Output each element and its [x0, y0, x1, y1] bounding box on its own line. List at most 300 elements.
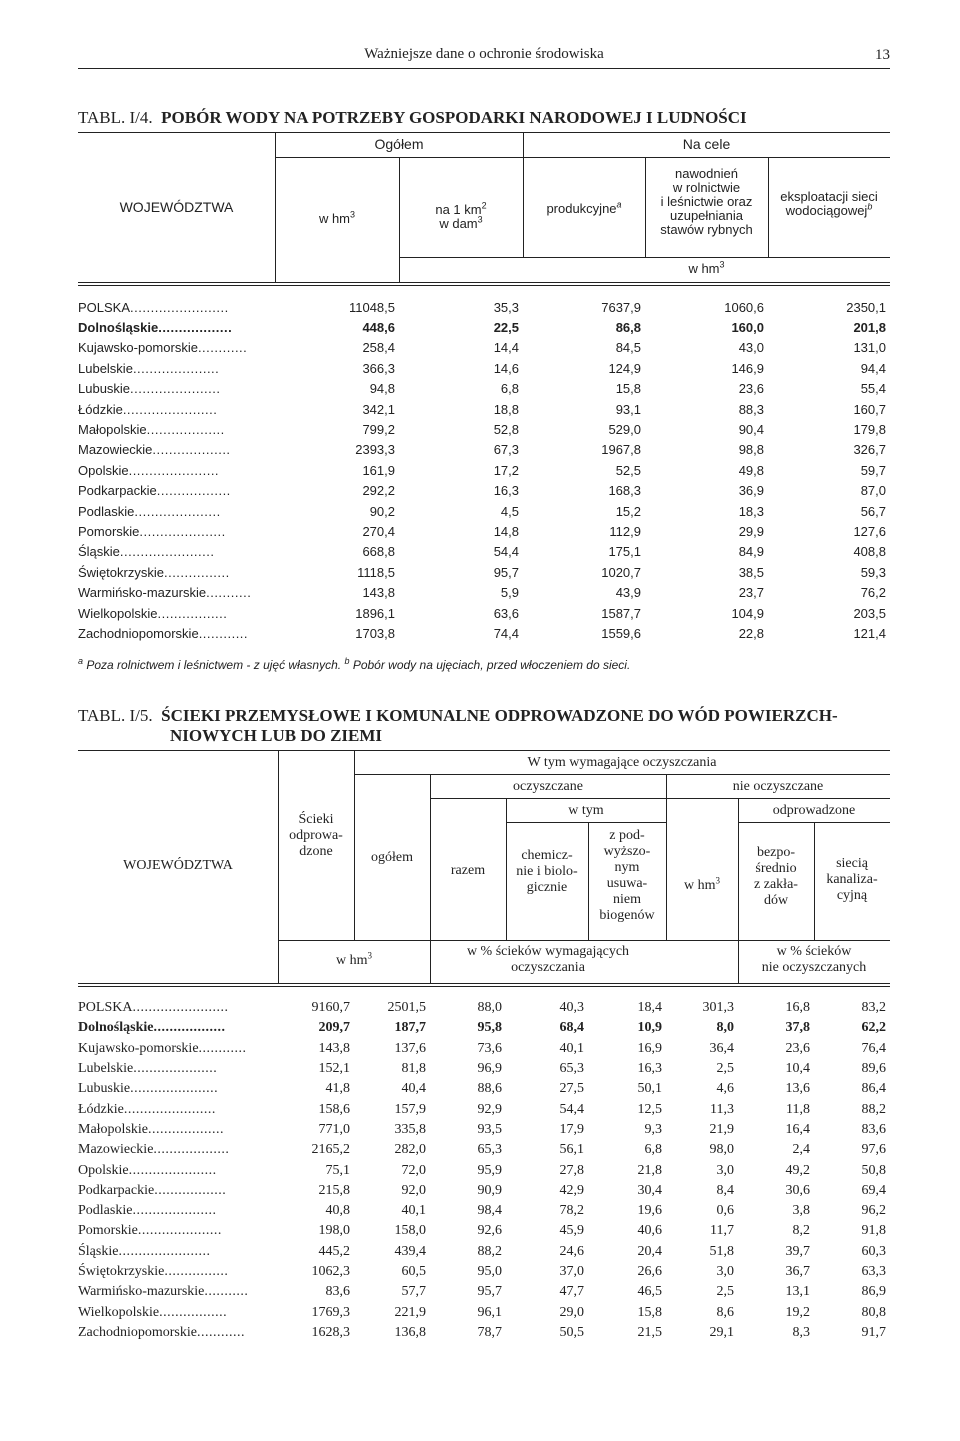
table-cell: 168,3 — [608, 483, 641, 499]
table-cell: 92,0 — [401, 1182, 426, 1198]
table-cell: 40,3 — [559, 1000, 584, 1016]
table-cell: 84,9 — [738, 544, 764, 560]
table2-title-line1: ŚCIEKI PRZEMYSŁOWE I KOMUNALNE ODPROWADZONE DO WÓD POWIERZCH- — [161, 706, 838, 725]
table-cell: 23,6 — [785, 1040, 810, 1056]
t2-header-untreated: nie oczyszczane — [732, 779, 824, 794]
table-cell: 50,8 — [861, 1162, 886, 1178]
t2-header-sewer: siecią kanaliza- cyjną — [826, 856, 878, 903]
table-cell: 14,8 — [493, 523, 519, 539]
table-cell: 1062,3 — [311, 1264, 350, 1279]
table-cell: 8,4 — [716, 1182, 734, 1198]
table-cell: 95,0 — [477, 1264, 502, 1279]
table-cell: 16,4 — [785, 1121, 810, 1137]
table-cell: 131,0 — [853, 340, 886, 356]
table-cell: 90,2 — [369, 503, 395, 519]
table1-body — [78, 297, 890, 644]
table-cell: 65,3 — [559, 1061, 584, 1077]
table-row — [78, 399, 890, 419]
table-cell: 326,7 — [853, 442, 886, 458]
t2-header-discharged2: odprowadzone — [772, 803, 856, 818]
table-cell: 7637,9 — [601, 299, 641, 315]
region-name: Dolnośląskie.................. — [78, 1020, 226, 1036]
table-cell: 14,4 — [493, 340, 519, 356]
table-cell: 124,9 — [608, 360, 641, 376]
table-cell: 17,9 — [559, 1121, 584, 1137]
table-cell: 15,8 — [637, 1304, 662, 1320]
table-row — [78, 998, 890, 1018]
table-row — [78, 338, 890, 358]
table-row — [78, 1282, 890, 1302]
table-row — [78, 1181, 890, 1201]
table-cell: 11,7 — [710, 1223, 734, 1239]
table-row — [78, 481, 890, 501]
table-cell: 60,5 — [401, 1264, 426, 1279]
table-cell: 98,8 — [738, 442, 764, 458]
t2-header-pct-required: w % ścieków wymagających oczyszczania — [466, 944, 630, 975]
table-cell: 1896,1 — [355, 605, 395, 621]
table-cell: 74,4 — [493, 625, 519, 641]
region-name: Zachodniopomorskie............ — [78, 625, 249, 641]
table-cell: 160,7 — [853, 401, 886, 417]
table-cell: 3,0 — [716, 1162, 734, 1178]
table-cell: 37,8 — [785, 1020, 810, 1036]
table-cell: 67,3 — [493, 442, 519, 458]
table-cell: 408,8 — [853, 544, 886, 560]
region-name: Podkarpackie.................. — [78, 1182, 227, 1198]
table-cell: 157,9 — [394, 1101, 426, 1117]
table-cell: 54,4 — [493, 544, 519, 560]
table-cell: 24,6 — [559, 1243, 584, 1259]
table-cell: 439,4 — [394, 1243, 426, 1259]
running-header — [78, 44, 890, 69]
t1-header-unit: w $hm^3$ — [688, 259, 725, 276]
region-name: Pomorskie..................... — [78, 523, 226, 539]
table-cell: 1628,3 — [311, 1324, 350, 1340]
region-name: Podlaskie..................... — [78, 1203, 217, 1219]
table-cell: 40,8 — [325, 1203, 350, 1219]
table-row — [78, 1079, 890, 1099]
table-cell: 51,8 — [709, 1243, 734, 1259]
region-name: POLSKA........................ — [78, 299, 229, 315]
table-cell: 98,0 — [709, 1142, 734, 1158]
table-cell: 5,9 — [500, 585, 519, 601]
table-cell: 127,6 — [853, 523, 886, 539]
table-cell: 2393,3 — [355, 442, 395, 458]
table-row — [78, 1242, 890, 1262]
table-cell: 27,5 — [559, 1081, 584, 1097]
table-cell: 43,0 — [738, 340, 764, 356]
table-cell: 62,2 — [861, 1020, 886, 1036]
table-cell: 1587,7 — [601, 605, 641, 621]
table-cell: 56,7 — [860, 503, 886, 519]
table-cell: 75,1 — [325, 1162, 350, 1178]
footnote-b: Pobór wody na ujęciach, przed włoczeniem do sieci. — [352, 658, 631, 672]
table-cell: 29,0 — [559, 1304, 584, 1320]
table-cell: 301,3 — [702, 1000, 734, 1016]
table-cell: 158,0 — [394, 1223, 426, 1239]
table-cell: 55,4 — [860, 381, 886, 397]
table-cell: 59,7 — [860, 462, 886, 478]
region-name: Świętokrzyskie................ — [78, 1264, 229, 1279]
table-cell: 8,2 — [792, 1223, 810, 1239]
table-cell: 95,9 — [477, 1162, 502, 1178]
table-cell: 335,8 — [394, 1121, 426, 1137]
table-row — [78, 542, 890, 562]
table-cell: 16,3 — [637, 1061, 662, 1077]
table-cell: 65,3 — [477, 1142, 502, 1158]
table-cell: 57,7 — [401, 1284, 426, 1300]
table2-label: TABL. I/5. — [78, 706, 153, 725]
t1-header-region: WOJEWÓDZTWA — [119, 199, 234, 215]
page-number: 13 — [875, 47, 890, 63]
region-name: Lubelskie..................... — [78, 360, 220, 376]
t1-header-production: produkcyjne$^a$ — [546, 199, 622, 216]
t1-header-total: Ogółem — [374, 136, 424, 152]
table-row — [78, 562, 890, 582]
table-cell: 3,0 — [716, 1264, 734, 1279]
table-cell: 95,8 — [477, 1020, 502, 1036]
table-cell: 1769,3 — [311, 1304, 350, 1320]
table1-title — [78, 108, 747, 128]
table-cell: 78,7 — [477, 1324, 502, 1340]
table-row — [78, 358, 890, 378]
table-cell: 121,4 — [853, 625, 886, 641]
t2-header-sum: razem — [450, 863, 486, 878]
table-cell: 52,5 — [615, 462, 641, 478]
table-cell: 8,3 — [792, 1324, 810, 1340]
t2-header-of-those: w tym — [568, 803, 604, 818]
region-name: Małopolskie................... — [78, 422, 225, 438]
table-cell: 40,1 — [401, 1203, 426, 1219]
table-cell: 38,5 — [738, 564, 764, 580]
table-cell: 2165,2 — [311, 1142, 350, 1158]
table-cell: 1703,8 — [355, 625, 395, 641]
table-cell: 83,6 — [861, 1121, 886, 1137]
table-cell: 15,8 — [615, 381, 641, 397]
table-cell: 63,3 — [861, 1264, 886, 1279]
table-cell: 161,9 — [362, 462, 395, 478]
t2-header-total: ogółem — [371, 850, 413, 865]
table-cell: 69,4 — [861, 1182, 886, 1198]
table-row — [78, 1120, 890, 1140]
table-cell: 2350,1 — [846, 299, 886, 315]
table-cell: 73,6 — [477, 1040, 502, 1056]
table-cell: 18,8 — [493, 401, 519, 417]
table-cell: 143,8 — [362, 585, 395, 601]
t1-header-total-hm3: w $hm^3$ — [318, 209, 356, 226]
table-cell: 23,6 — [738, 381, 764, 397]
table-cell: 14,6 — [493, 360, 519, 376]
running-header-title: Ważniejsze dane o ochronie środowiska — [364, 46, 604, 62]
region-name: Łódzkie....................... — [78, 1101, 216, 1117]
table-cell: 27,8 — [559, 1162, 584, 1178]
table-cell: 10,9 — [637, 1020, 662, 1036]
table-cell: 221,9 — [394, 1304, 426, 1320]
table-cell: 81,8 — [401, 1061, 426, 1077]
table-row — [78, 1018, 890, 1038]
table-cell: 56,1 — [559, 1142, 584, 1158]
table-cell: 92,6 — [477, 1223, 502, 1239]
t2-header-discharged: Ścieki odprowa- dzone — [289, 812, 343, 859]
t2-header-chem-bio: chemicz- nie i biolo- gicznie — [516, 848, 578, 895]
t1-header-per-km2: na 1 $km^2$ w dam$^3$ — [435, 200, 487, 231]
table-cell: 96,1 — [477, 1304, 502, 1320]
table-row — [78, 460, 890, 480]
table-cell: 49,2 — [785, 1162, 810, 1178]
table-cell: 2,5 — [716, 1284, 734, 1300]
table-cell: 86,4 — [861, 1081, 886, 1097]
table-cell: 35,3 — [493, 299, 519, 315]
table-row — [78, 1323, 890, 1343]
region-name: Opolskie...................... — [78, 1162, 217, 1178]
table2-body — [78, 998, 890, 1343]
table-cell: 86,8 — [615, 320, 641, 336]
table-row — [78, 1099, 890, 1119]
t1-header-purposes: Na cele — [682, 136, 731, 152]
region-name: Warmińsko-mazurskie........... — [78, 585, 252, 601]
region-name: Wielkopolskie................. — [78, 605, 228, 621]
table-cell: 187,7 — [394, 1020, 426, 1036]
table-cell: 21,8 — [637, 1162, 662, 1178]
table-cell: 175,1 — [608, 544, 641, 560]
table-cell: 49,8 — [738, 462, 764, 478]
table-cell: 209,7 — [318, 1020, 350, 1036]
table-cell: 94,8 — [369, 381, 395, 397]
table-cell: 94,4 — [860, 360, 886, 376]
region-name: Wielkopolskie................. — [78, 1304, 228, 1320]
table-cell: 50,1 — [637, 1081, 662, 1097]
table-row — [78, 521, 890, 541]
table-cell: 98,4 — [477, 1203, 502, 1219]
region-name: Świętokrzyskie................ — [78, 564, 230, 580]
t1-header-irrigation: nawodnień w rolnictwie i leśnictwie oraz uzupełniania stawów rybnych — [660, 166, 753, 237]
table-cell: 11048,5 — [348, 299, 395, 315]
footnote-a: Poza rolnictwem i leśnictwem - z ujęć własnych. — [86, 658, 342, 672]
table-cell: 16,8 — [785, 1000, 810, 1016]
table-cell: 258,4 — [362, 340, 395, 356]
table-cell: 52,8 — [493, 422, 519, 438]
table-cell: 96,9 — [477, 1061, 502, 1077]
table-cell: 60,3 — [861, 1243, 886, 1259]
table-cell: 12,5 — [637, 1101, 662, 1117]
table-row — [78, 379, 890, 399]
table2-title — [78, 706, 838, 746]
table-cell: 8,0 — [716, 1020, 734, 1036]
table-cell: 39,7 — [785, 1243, 810, 1259]
table-cell: 88,2 — [861, 1101, 886, 1117]
table-row — [78, 603, 890, 623]
table-cell: 22,8 — [738, 625, 764, 641]
table-cell: 88,0 — [477, 1000, 502, 1016]
table-cell: 88,6 — [477, 1081, 502, 1097]
table-cell: 137,6 — [394, 1040, 426, 1056]
table-row — [78, 1201, 890, 1221]
table-cell: 80,8 — [861, 1304, 886, 1320]
table-cell: 92,9 — [477, 1101, 502, 1117]
table-cell: 17,2 — [493, 462, 519, 478]
table-cell: 90,9 — [477, 1182, 502, 1198]
table-cell: 11,3 — [710, 1101, 734, 1117]
table-cell: 21,9 — [709, 1121, 734, 1137]
region-name: Śląskie....................... — [78, 1243, 211, 1259]
table-cell: 292,2 — [362, 483, 395, 499]
table-cell: 342,1 — [362, 401, 395, 417]
table-cell: 13,6 — [785, 1081, 810, 1097]
table-cell: 41,8 — [325, 1081, 350, 1097]
table-cell: 16,3 — [493, 483, 519, 499]
table-cell: 54,4 — [559, 1101, 584, 1117]
table-row — [78, 1140, 890, 1160]
table-cell: 36,4 — [709, 1040, 734, 1056]
table-cell: 146,9 — [731, 360, 764, 376]
table-cell: 445,2 — [318, 1243, 350, 1259]
table-cell: 215,8 — [318, 1182, 350, 1198]
table-cell: 11,8 — [786, 1101, 810, 1117]
table-cell: 198,0 — [318, 1223, 350, 1239]
region-name: Łódzkie....................... — [78, 401, 218, 417]
region-name: Podlaskie..................... — [78, 503, 221, 519]
table-cell: 799,2 — [362, 422, 395, 438]
table-cell: 3,8 — [792, 1203, 810, 1219]
table-cell: 30,6 — [785, 1182, 810, 1198]
table-cell: 282,0 — [394, 1142, 426, 1158]
table-cell: 10,4 — [785, 1061, 810, 1077]
table-cell: 19,2 — [785, 1304, 810, 1320]
table-cell: 42,9 — [559, 1182, 584, 1198]
t2-header-of-which: W tym wymagające oczyszczania — [527, 755, 717, 770]
t2-header-unit: w $hm^3$ — [336, 950, 372, 968]
table-row — [78, 1160, 890, 1180]
table-cell: 152,1 — [318, 1061, 350, 1077]
table-cell: 203,5 — [853, 605, 886, 621]
table-row — [78, 623, 890, 643]
table1-footnotes: $^a$ Poza rolnictwem i leśnictwem - z ujęć własnych. $^b$ Pobór wody na ujęciach, przed włoczeniem do sieci. — [78, 656, 631, 672]
table-cell: 37,0 — [559, 1264, 584, 1279]
table-cell: 30,4 — [637, 1182, 662, 1198]
table-cell: 26,6 — [637, 1264, 662, 1279]
table-row — [78, 419, 890, 439]
table-cell: 668,8 — [362, 544, 395, 560]
table-row — [78, 317, 890, 337]
table-cell: 46,5 — [637, 1284, 662, 1300]
table-cell: 16,9 — [637, 1040, 662, 1056]
table-cell: 19,6 — [637, 1203, 662, 1219]
table-row — [78, 1059, 890, 1079]
table-cell: 2,5 — [716, 1061, 734, 1077]
table-cell: 47,7 — [559, 1284, 584, 1300]
table-cell: 8,6 — [716, 1304, 734, 1320]
table-cell: 270,4 — [362, 523, 395, 539]
region-name: Małopolskie................... — [78, 1121, 224, 1137]
table-cell: 78,2 — [559, 1203, 584, 1219]
table-cell: 76,4 — [861, 1040, 886, 1056]
table-cell: 1020,7 — [601, 564, 641, 580]
t2-header-treated: oczyszczane — [513, 779, 583, 794]
table-cell: 179,8 — [853, 422, 886, 438]
table-cell: 88,2 — [477, 1243, 502, 1259]
table-cell: 72,0 — [401, 1162, 426, 1178]
region-name: Warmińsko-mazurskie........... — [78, 1284, 249, 1300]
region-name: Pomorskie..................... — [78, 1223, 222, 1239]
region-name: Lubelskie..................... — [78, 1061, 218, 1077]
table-cell: 95,7 — [493, 564, 519, 580]
table-cell: 40,1 — [559, 1040, 584, 1056]
table-cell: 18,4 — [637, 1000, 662, 1016]
t1-header-network: eksploatacji sieci wodociągowej$^b$ — [780, 189, 878, 218]
region-name: Kujawsko-pomorskie............ — [78, 340, 248, 356]
table-cell: 36,7 — [785, 1264, 810, 1279]
table-cell: 6,8 — [644, 1142, 662, 1158]
table-cell: 45,9 — [559, 1223, 584, 1239]
table-row — [78, 1221, 890, 1241]
table-cell: 201,8 — [853, 320, 886, 336]
table-cell: 529,0 — [608, 422, 641, 438]
table-cell: 93,1 — [615, 401, 641, 417]
table-row — [78, 1262, 890, 1282]
table-cell: 84,5 — [615, 340, 641, 356]
table-cell: 63,6 — [493, 605, 519, 621]
table-cell: 23,7 — [738, 585, 764, 601]
t2-header-region: WOJEWÓDZTWA — [123, 858, 233, 873]
table-cell: 59,3 — [860, 564, 886, 580]
table-cell: 112,9 — [609, 523, 641, 539]
t2-header-direct: bezpo- średnio z zakła- dów — [754, 845, 798, 908]
table-cell: 29,1 — [709, 1324, 734, 1340]
t2-header-hm3: w $hm^3$ — [684, 875, 720, 893]
table-row — [78, 1302, 890, 1322]
table-cell: 91,8 — [861, 1223, 886, 1239]
table-cell: 771,0 — [318, 1121, 350, 1137]
region-name: Śląskie....................... — [78, 544, 215, 560]
table-cell: 22,5 — [493, 320, 519, 336]
table-cell: 76,2 — [860, 585, 886, 601]
t2-header-pct-untreated: w % ścieków nie oczyszczanych — [761, 944, 867, 975]
table-cell: 160,0 — [731, 320, 764, 336]
table-cell: 89,6 — [861, 1061, 886, 1077]
table-cell: 83,6 — [325, 1284, 350, 1300]
table-cell: 40,4 — [401, 1081, 426, 1097]
table-cell: 20,4 — [637, 1243, 662, 1259]
table-cell: 18,3 — [738, 503, 764, 519]
region-name: Lubuskie...................... — [78, 381, 221, 397]
table-cell: 0,6 — [716, 1203, 734, 1219]
table-cell: 1118,5 — [357, 564, 395, 580]
table-cell: 21,5 — [637, 1324, 662, 1340]
table-row — [78, 582, 890, 602]
table-cell: 13,1 — [785, 1284, 810, 1300]
table-cell: 40,6 — [637, 1223, 662, 1239]
table-cell: 36,9 — [738, 483, 764, 499]
table-cell: 136,8 — [394, 1324, 426, 1340]
table-cell: 43,9 — [615, 585, 641, 601]
table-cell: 50,5 — [559, 1324, 584, 1340]
table-cell: 83,2 — [861, 1000, 886, 1016]
table-cell: 9,3 — [644, 1121, 662, 1137]
table-cell: 88,3 — [738, 401, 764, 417]
region-name: POLSKA........................ — [78, 1000, 229, 1016]
region-name: Opolskie...................... — [78, 462, 220, 478]
table-cell: 29,9 — [738, 523, 764, 539]
table-cell: 96,2 — [861, 1203, 886, 1219]
region-name: Zachodniopomorskie............ — [78, 1324, 245, 1340]
table-cell: 68,4 — [559, 1020, 584, 1036]
table1-label: TABL. I/4. — [78, 108, 153, 127]
table-row — [78, 1039, 890, 1059]
table-cell: 104,9 — [731, 605, 764, 621]
region-name: Mazowieckie................... — [78, 442, 231, 458]
table-cell: 366,3 — [362, 360, 395, 376]
region-name: Dolnośląskie.................. — [78, 320, 233, 336]
